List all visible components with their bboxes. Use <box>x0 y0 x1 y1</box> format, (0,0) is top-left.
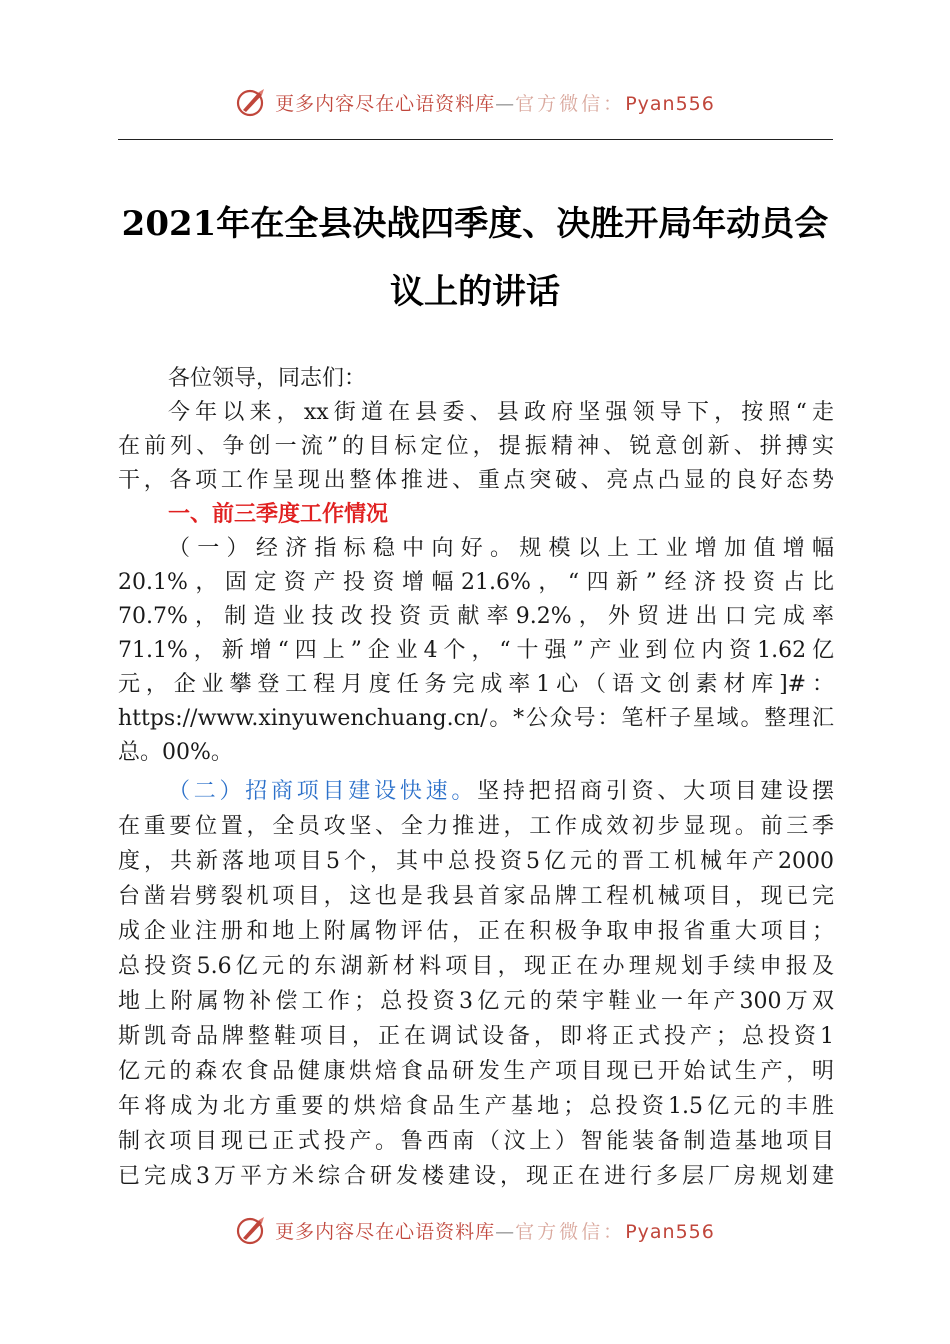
section1-2-line: 已完成3万平方米综合研发楼建设，现正在进行多层厂房规划建 <box>118 1164 834 1189</box>
section1-2-line: 制衣项目现已正式投产。鲁西南（汶上）智能装备制造基地项目 <box>118 1129 834 1154</box>
section1-2-line: 年将成为北方重要的烘焙食品生产基地；总投资1.5亿元的丰胜 <box>118 1094 834 1119</box>
section1-2-first-rest: 坚持把招商引资、大项目建设摆 <box>477 779 834 804</box>
section-heading-1: 一、前三季度工作情况 <box>168 502 389 527</box>
title-line-1: 2021年在全县决战四季度、决胜开局年动员会 <box>121 204 829 244</box>
document-body <box>118 362 834 1194</box>
section1-1-line: 70.7%，制造业技改投资贡献率9.2%，外贸进出口完成率 <box>118 604 834 629</box>
section1-2-line: 在重要位置，全员攻坚、全力推进，工作成效初步显现。前三季 <box>118 814 834 839</box>
section1-1-line: 71.1%，新增“四上”企业4个，“十强”产业到位内资1.62亿 <box>118 638 834 663</box>
intro-line: 干，各项工作呈现出整体推进、重点突破、亮点凸显的良好态势 <box>118 468 834 493</box>
intro-line: 今年以来，xx街道在县委、县政府坚强领导下，按照“走 <box>168 400 834 425</box>
section1-2-line: 地上附属物补偿工作；总投资3亿元的荣宇鞋业一年产300万双 <box>118 989 834 1014</box>
banner-text: 更多内容尽在心语资料库—官方微信：Pyan556 <box>275 1220 715 1243</box>
section1-2-heading: （二）招商项目建设快速。 <box>168 779 478 804</box>
section1-2-line: 亿元的森农食品健康烘焙食品研发生产项目现已开始试生产，明 <box>118 1059 834 1084</box>
section1-2-line: 总投资5.6亿元的东湖新材料项目，现正在办理规划手续申报及 <box>118 954 834 979</box>
section1-2-line: 度，共新落地项目5个，其中总投资5亿元的晋工机械年产2000 <box>118 849 834 874</box>
section1-1-line: （一）经济指标稳中向好。规模以上工业增加值增幅 <box>168 536 834 561</box>
section1-1-line: 总。00%。 <box>118 740 233 765</box>
section1-2-line: 台凿岩劈裂机项目，这也是我县首家品牌工程机械项目，现已完 <box>118 884 834 909</box>
section1-1-line: https://www.xinyuwenchuang.cn/。*公众号：笔杆子星域。整理汇 <box>118 706 834 731</box>
section1-2-line: 成企业注册和地上附属物评估，正在积极争取申报省重大项目； <box>118 919 834 944</box>
section1-2 <box>118 774 834 1194</box>
section1-1-line: 元，企业攀登工程月度任务完成率1心（语文创素材库]#： <box>118 672 834 697</box>
banner-text: 更多内容尽在心语资料库—官方微信：Pyan556 <box>275 92 715 115</box>
section1-2-first-line <box>118 774 834 809</box>
intro-line: 在前列、争创一流”的目标定位，提振精神、锐意创新、拼搏实 <box>118 434 834 459</box>
footer-banner <box>0 1208 950 1252</box>
quill-seal-icon <box>235 86 267 118</box>
header-banner <box>0 80 950 124</box>
greeting: 各位领导，同志们： <box>168 366 367 391</box>
document-title <box>110 190 840 326</box>
quill-seal-icon <box>235 1214 267 1246</box>
title-line-2: 议上的讲话 <box>390 272 560 312</box>
header-divider <box>118 139 833 140</box>
section1-1-line: 20.1%，固定资产投资增幅21.6%，“四新”经济投资占比 <box>118 570 834 595</box>
section1-2-line: 斯凯奇品牌整鞋项目，正在调试设备，即将正式投产；总投资1 <box>118 1024 834 1049</box>
